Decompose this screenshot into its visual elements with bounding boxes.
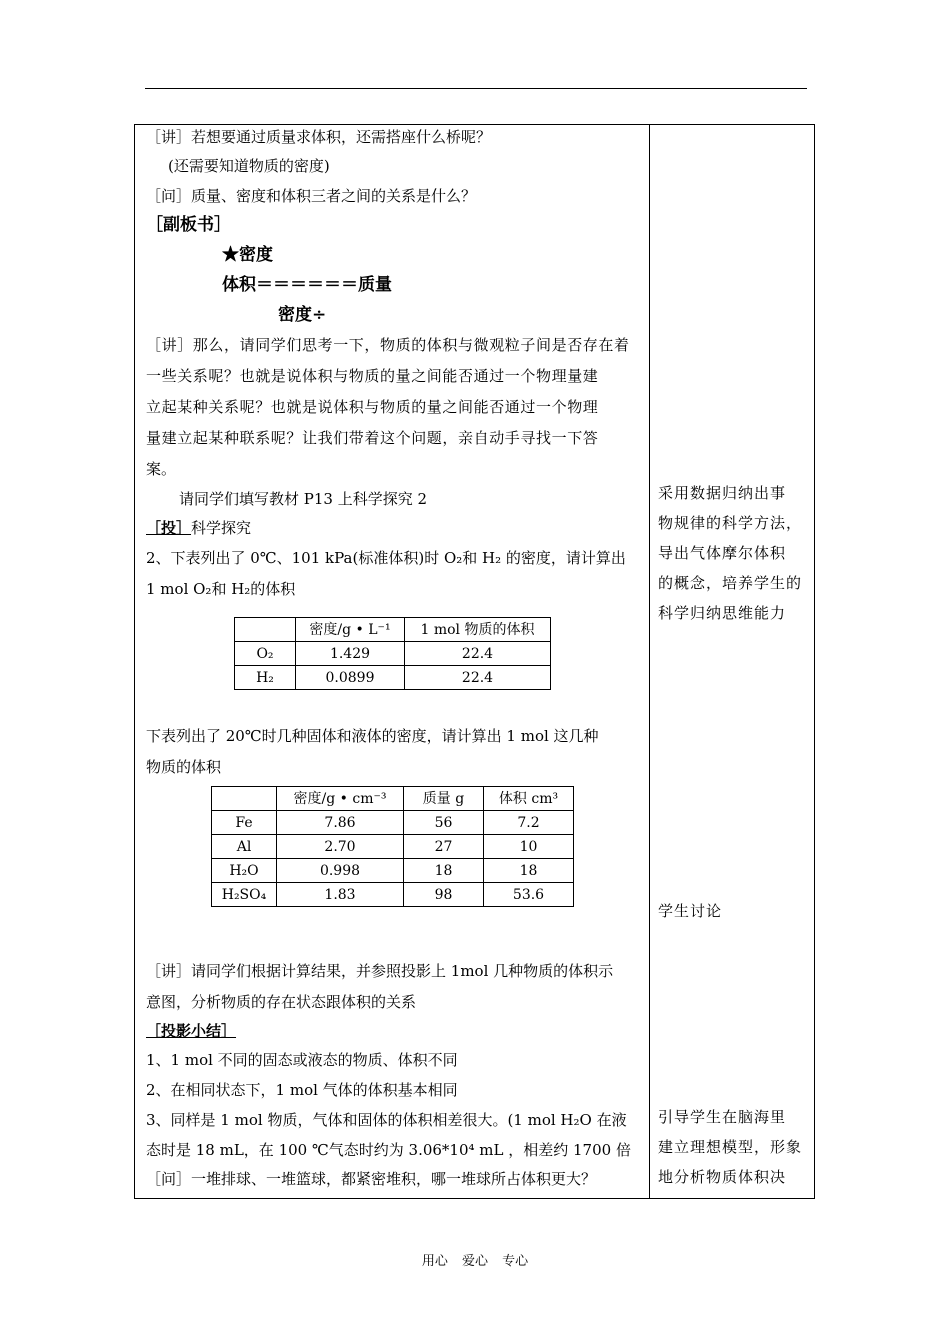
- table-cell: 22.4: [405, 642, 551, 666]
- line-jiang-1: ［讲］若想要通过质量求体积，还需搭座什么桥呢？: [146, 128, 492, 146]
- para-line-4: 量建立起某种联系呢？让我们带着这个问题，亲自动手寻找一下答: [146, 429, 599, 447]
- side-note-inductive: [658, 478, 808, 628]
- board-density-bottom: 密度÷: [278, 305, 327, 325]
- table-cell: Al: [212, 835, 277, 859]
- table-cell: 0.0899: [296, 666, 405, 690]
- table-row: [212, 787, 574, 811]
- side-note-line: 导出气体摩尔体积: [658, 544, 787, 562]
- table-cell: 密度/g • L⁻¹: [296, 618, 405, 642]
- side-note-line: 引导学生在脑海里: [658, 1108, 787, 1126]
- table-cell: 22.4: [405, 666, 551, 690]
- line-answer-density: (还需要知道物质的密度): [168, 157, 330, 175]
- board-volume-mass: 体积＝＝＝＝＝＝质量: [222, 275, 392, 295]
- para-line-5: 案。: [146, 460, 177, 478]
- table-cell: 质量 g: [404, 787, 484, 811]
- side-note-line: 采用数据归纳出事: [658, 484, 787, 502]
- para-line-2: 一些关系呢？也就是说体积与物质的量之间能否通过一个物理量建: [146, 367, 599, 385]
- textbook-instruction: 请同学们填写教材 P13 上科学探究 2: [179, 490, 428, 508]
- side-note-line: 物规律的科学方法，: [658, 514, 803, 532]
- board-density-top: ★密度: [222, 245, 273, 265]
- summary-point-3-cont: 态时是 18 mL，在 100 ℃气态时约为 3.06*10⁴ mL ，相差约 1700 倍: [146, 1141, 631, 1159]
- table-cell: 7.86: [277, 811, 404, 835]
- para-line-1: ［讲］那么，请同学们思考一下，物质的体积与微观粒子间是否存在着: [146, 336, 630, 354]
- jiang-2-line-2: 意图，分析物质的存在状态跟体积的关系: [146, 993, 417, 1011]
- table-cell: [212, 787, 277, 811]
- table-cell: 体积 cm³: [484, 787, 574, 811]
- table-cell: 18: [404, 859, 484, 883]
- table-cell: 0.998: [277, 859, 404, 883]
- table-row: [235, 618, 551, 642]
- table-cell: 1 mol 物质的体积: [405, 618, 551, 642]
- question-3-line-2: 物质的体积: [146, 758, 222, 776]
- wen-2: ［问］一堆排球、一堆篮球，都紧密堆积，哪一堆球所占体积更大？: [146, 1170, 597, 1188]
- column-divider: [649, 124, 650, 1199]
- table-cell: 53.6: [484, 883, 574, 907]
- table-cell: 18: [484, 859, 574, 883]
- table-cell: Fe: [212, 811, 277, 835]
- side-note-line: 的概念，培养学生的: [658, 574, 803, 592]
- table-cell: 密度/g • cm⁻³: [277, 787, 404, 811]
- sub-board-heading: ［副板书］: [146, 215, 231, 235]
- table-cell: 10: [484, 835, 574, 859]
- question-2-line-1: 2、下表列出了 0℃、101 kPa(标准体积)时 O₂和 H₂ 的密度，请计算出: [146, 549, 626, 567]
- table-row: [235, 642, 551, 666]
- table-cell: 98: [404, 883, 484, 907]
- side-note-discussion: [658, 896, 808, 926]
- table-cell: 1.83: [277, 883, 404, 907]
- gas-density-table: [234, 617, 551, 690]
- page-footer: 用心 爱心 专心: [421, 1254, 529, 1269]
- table-cell: 2.70: [277, 835, 404, 859]
- question-3-line-1: 下表列出了 20℃时几种固体和液体的密度，请计算出 1 mol 这几种: [146, 727, 599, 745]
- table-cell: H₂O: [212, 859, 277, 883]
- side-note-model: [658, 1102, 808, 1192]
- table-cell: 56: [404, 811, 484, 835]
- summary-point-3: 3、同样是 1 mol 物质，气体和固体的体积相差很大。(1 mol H₂O 在液: [146, 1111, 627, 1129]
- projection-summary-heading: ［投影小结］: [146, 1022, 237, 1040]
- table-cell: 1.429: [296, 642, 405, 666]
- table-row: [212, 883, 574, 907]
- table-cell: 7.2: [484, 811, 574, 835]
- solid-liquid-density-table: [211, 786, 574, 907]
- summary-point-2: 2、在相同状态下，1 mol 气体的体积基本相同: [146, 1081, 458, 1099]
- side-note-line: 科学归纳思维能力: [658, 604, 787, 622]
- table-cell: O₂: [235, 642, 296, 666]
- table-row: [212, 859, 574, 883]
- jiang-2-line-1: ［讲］请同学们根据计算结果，并参照投影上 1mol 几种物质的体积示: [146, 962, 614, 980]
- projection-line: [146, 518, 251, 538]
- header-rule: [145, 88, 807, 89]
- summary-point-1: 1、1 mol 不同的固态或液态的物质、体积不同: [146, 1051, 458, 1069]
- question-2-line-2: 1 mol O₂和 H₂的体积: [146, 580, 296, 598]
- para-line-3: 立起某种关系呢？也就是说体积与物质的量之间能否通过一个物理: [146, 398, 599, 416]
- table-row: [212, 811, 574, 835]
- line-wen-1: ［问］质量、密度和体积三者之间的关系是什么？: [146, 187, 477, 205]
- side-note-line: 学生讨论: [658, 902, 723, 920]
- table-cell: H₂SO₄: [212, 883, 277, 907]
- table-cell: [235, 618, 296, 642]
- side-note-line: 地分析物质体积决: [658, 1168, 787, 1186]
- projection-tag: ［投］: [146, 519, 192, 537]
- side-note-line: 建立理想模型，形象: [658, 1138, 803, 1156]
- table-cell: 27: [404, 835, 484, 859]
- projection-text: 科学探究: [191, 519, 252, 537]
- table-cell: H₂: [235, 666, 296, 690]
- table-row: [212, 835, 574, 859]
- table-row: [235, 666, 551, 690]
